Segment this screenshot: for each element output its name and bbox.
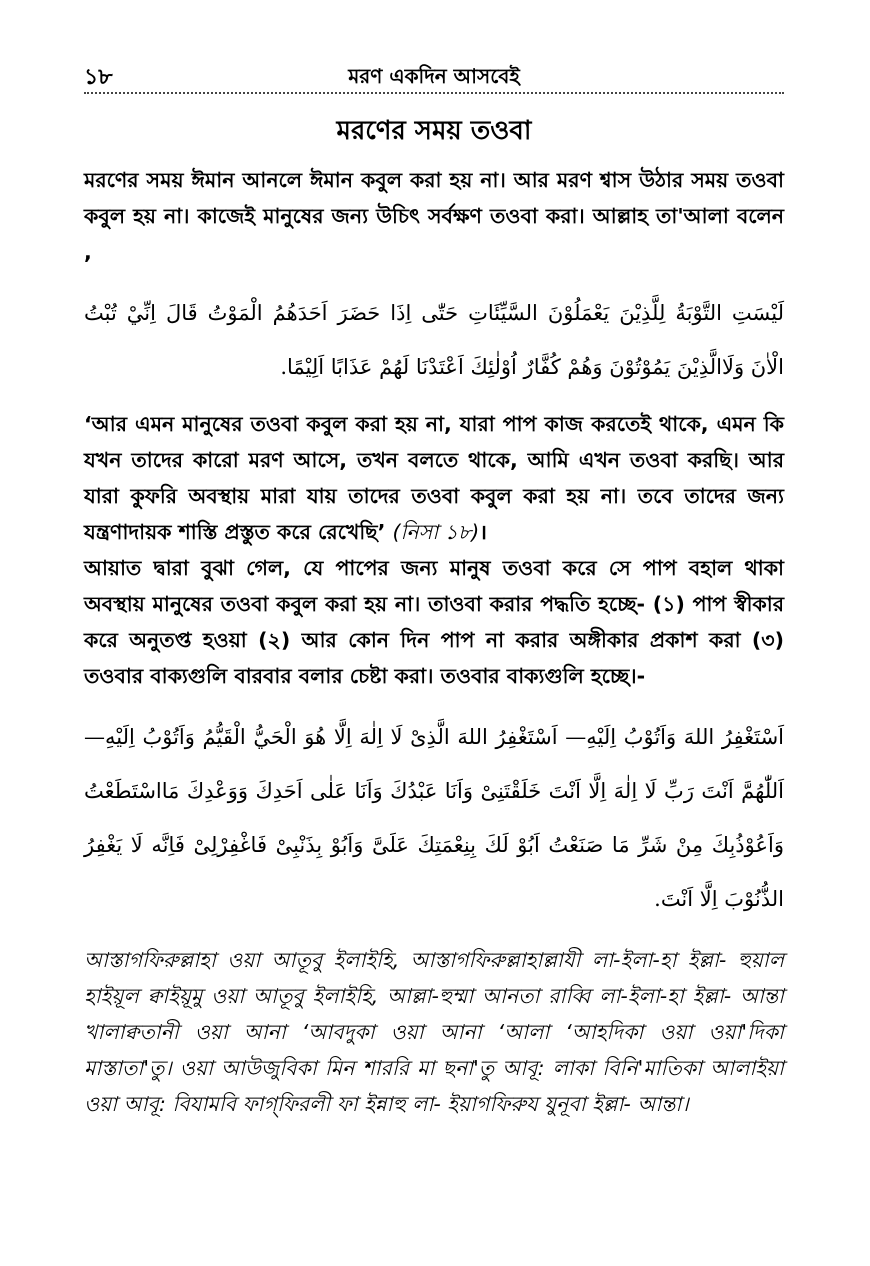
book-title: মরণ একদিন আসবেই bbox=[348, 64, 520, 88]
translation-end-mark: । bbox=[479, 520, 488, 544]
intro-paragraph: মরণের সময় ঈমান আনলে ঈমান কবুল করা হয় না। আর মরণ শ্বাস উঠার সময় তওবা কবুল হয় না। কাজেই মানুষের জন্য উচিৎ সর্বক্ষণ তওবা করা। আল্লাহ তা'আলা বলেন , bbox=[84, 168, 784, 264]
explanation-paragraph: আয়াত দ্বারা বুঝা গেল, যে পাপের জন্য মানুষ তওবা করে সে পাপ বহাল থাকা অবস্থায় মানুষের তওবা কবুল করা হয় না। তাওবা করার পদ্ধতি হচ্ছে- (১) পাপ স্বীকার করে অনুতপ্ত হওয়া (২) আর কোন দিন পাপ না করার অঙ্গীকার প্রকাশ করা (৩) তওবার বাক্যগুলি বারবার বলার চেষ্টা করা। তওবার বাক্যগুলি হচ্ছে।- bbox=[84, 556, 784, 688]
dua-arabic: اَسْتَغْفِرُ اللهَ وَاَتُوْبُ اِلَيْهِ— اَسْتَغْفِرُ اللهَ الَّذِىْ لَا اِلٰهَ اِلَّا هُوَ الْحَيُّ الْقَيُّمُ وَاَتُوْبُ اِلَيْهِ— اَللّٰهُمَّ اَنْتَ رَبِّ لَا اِلٰهَ اِلَّا اَنْتَ خَلَقْتَنِىْ وَاَنَا عَبْدُكَ وَاَنَا عَلٰى اَحَدِكَ وَوَعْدِكَ مَااسْتَطَعْتُ وَاَعُوْذُبِكَ مِنْ شَرِّ مَا صَنَعْتُ اَبُوْ لَكَ بِنِعْمَتِكَ عَلَىَّ وَاَبُوْ بِذَنْبِىْ فَاغْفِرْلِىْ فَاِنَّه لَا يَغْفِرُ الذُّنُوْبَ اِلَّا اَنْتَ. bbox=[84, 725, 784, 911]
section-title: মরণের সময় তওবা bbox=[336, 116, 532, 146]
document-page bbox=[84, 58, 784, 1122]
quran-verse-arabic: لَيْسَتِ التَّوْبَةُ لِلَّذِيْنَ يَعْمَلُوْنَ السَّيِّئَاتِ حَتّٰى اِذَا حَضَرَ اَحَدَهُمُ الْمَوْتُ قَالَ اِنِّيْ تُبْتُ الْاٰنَ وَلَاالَّذِيْنَ يَمُوْتُوْنَ وَهُمْ كُفَّارٌ اُوْلٰئِكَ اَعْتَدْنَا لَهُمْ عَذَابًا اَلِيْمًا. bbox=[84, 301, 784, 379]
translation-paragraph bbox=[84, 406, 784, 550]
translation-text: ‘আর এমন মানুষের তওবা কবুল করা হয় না, যারা পাপ কাজ করতেই থাকে, এমন কি যখন তাদের কারো মরণ আসে, তখন বলতে থাকে, আমি এখন তওবা করছি। আর যারা কুফরি অবস্থায় মারা যায় তাদের তওবা কবুল করা হয় না। তবে তাদের জন্য যন্ত্রণাদায়ক শাস্তি প্রস্তুত করে রেখেছি’ bbox=[84, 412, 784, 544]
page-number: ১৮ bbox=[84, 65, 113, 90]
dua-transliteration: আস্তাগফিরুল্লাহা ওয়া আতূবু ইলাইহি, আস্তাগফিরুল্লাহাল্লাযী লা-ইলা-হা ইল্লা- হুয়াল হাইয়ূল ক্বাইয়ূমু ওয়া আতূবু ইলাইহি, আল্লা-হুম্মা আনতা রাব্বি লা-ইলা-হা ইল্লা- আন্তা খালাক্বতানী ওয়া আনা ‘আবদুকা ওয়া আনা ‘আলা ‘আহদিকা ওয়া ওয়া'দিকা মাস্তাতা'তু। ওয়া আউজুবিকা মিন শাররি মা ছনা'তু আবূ: লাকা বিনি'মাতিকা আলাইয়া ওয়া আবূ: বিযামবি ফাগ্‌ফিরলী ফা ইন্নাহু লা- ইয়াগফিরুয যুনূবা ইল্লা- আন্তা। bbox=[84, 948, 784, 1116]
running-header bbox=[84, 58, 784, 94]
verse-reference: (নিসা ১৮) bbox=[392, 520, 480, 544]
